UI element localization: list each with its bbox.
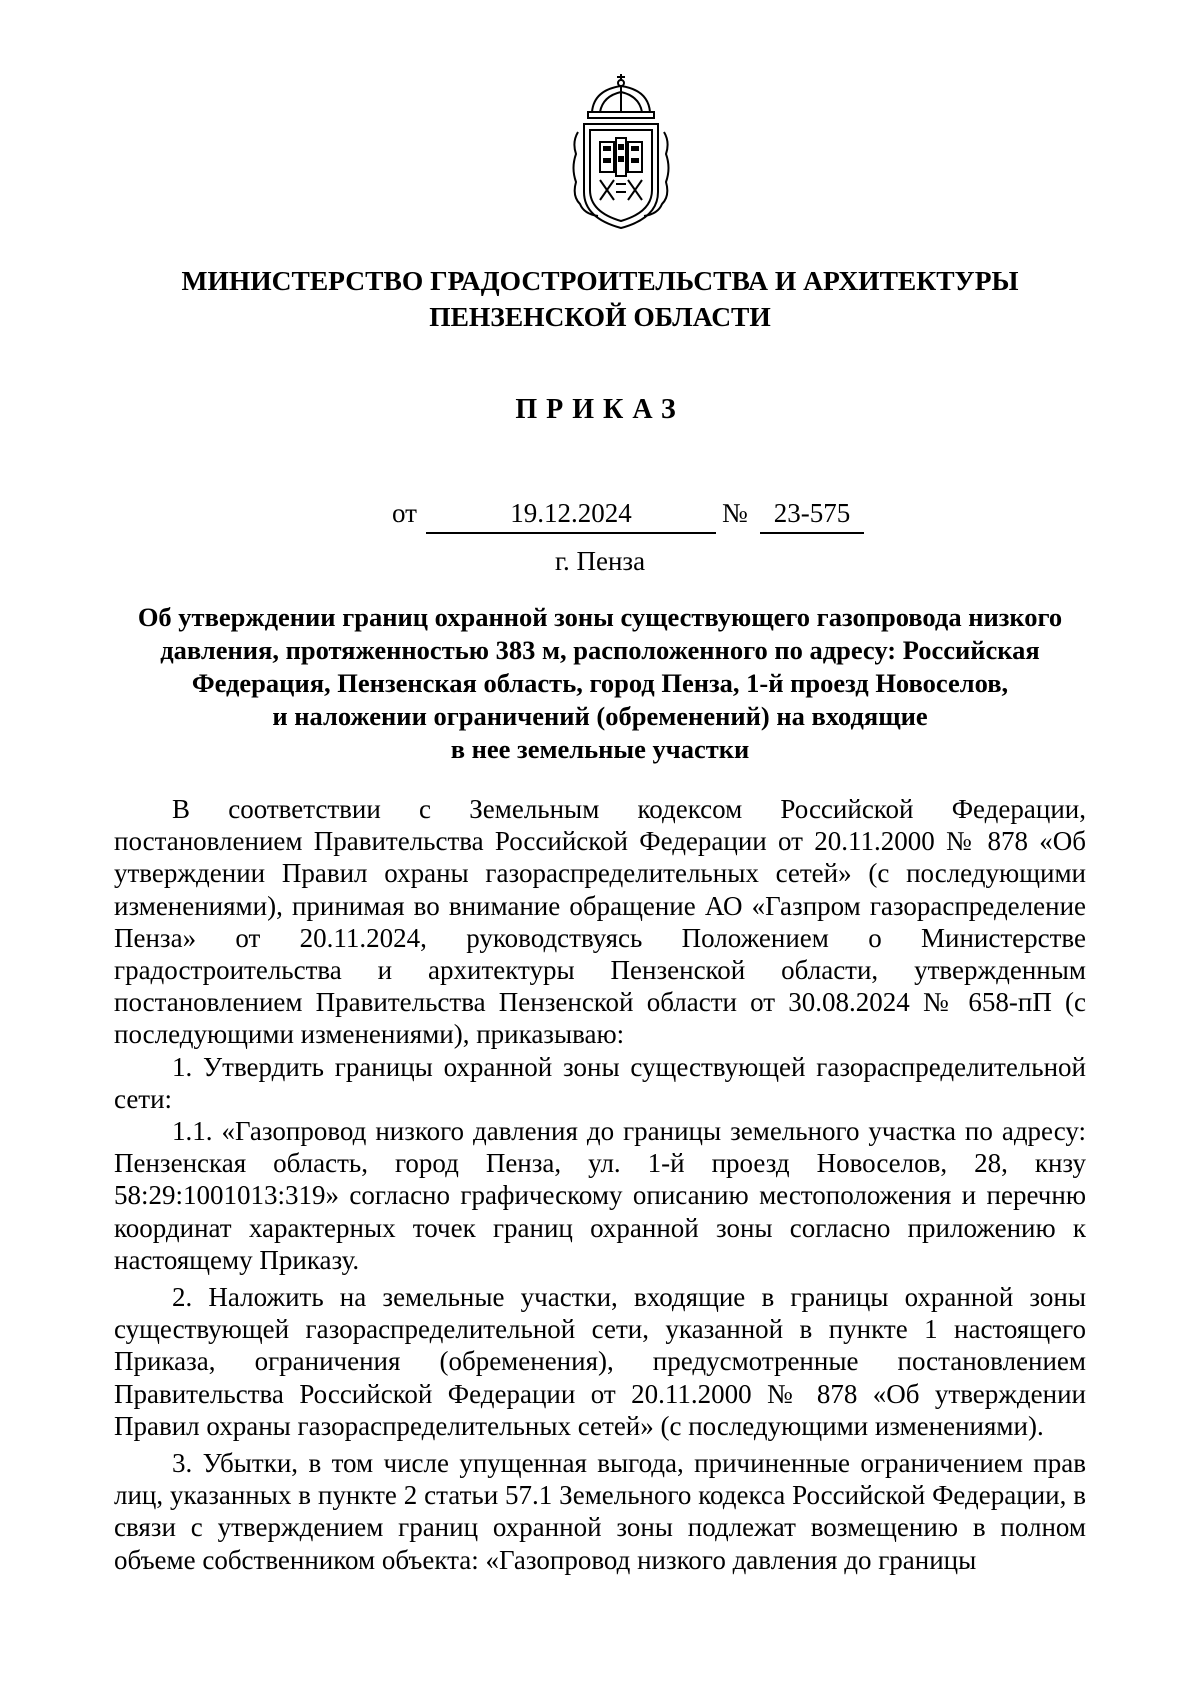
coat-of-arms-icon xyxy=(570,72,672,234)
subject-line-1: Об утверждении границ охранной зоны существующего газопровода низкого xyxy=(137,602,1063,632)
item-1-paragraph: 1. Утвердить границы охранной зоны существующей газораспределительной сети: xyxy=(114,1051,1086,1114)
ministry-line-2: ПЕНЗЕНСКОЙ ОБЛАСТИ xyxy=(429,301,771,332)
order-meta xyxy=(0,498,1200,538)
item-1-1-paragraph: 1.1. «Газопровод низкого давления до границы земельного участка по адресу: Пензенская область, город Пенза, ул. 1-й проезд Новоселов, 28, кнзу 58:29:1001013:319» согласно графическому описанию местоположения и перечню координат характерных точек границ охранной зоны согласно приложению к настоящему Приказу. xyxy=(114,1116,1086,1275)
item-3-paragraph: 3. Убытки, в том числе упущенная выгода, причиненные ограничением прав лиц, указанных в пункте 2 статьи 57.1 Земельного кодекса Российской Федерации, в связи с утверждением границ охранной зоны подлежат возмещению в полном объеме собственником объекта: «Газопровод низкого давления до границы xyxy=(114,1448,1086,1575)
subject-line-3: Федерация, Пензенская область, город Пенза, 1-й проезд Новоселов, xyxy=(191,668,1009,698)
order-number: 23-575 xyxy=(760,498,864,534)
order-date: 19.12.2024 xyxy=(426,498,716,534)
item-2-paragraph: 2. Наложить на земельные участки, входящие в границы охранной зоны существующей газораспределительной сети, указанной в пункте 1 настоящего Приказа, ограничения (обременения), предусмотренные постановлением Правительства Российской Федерации от 20.11.2000 № 878 «Об утверждении Правил охраны газораспределительных сетей» (с последующими изменениями). xyxy=(114,1282,1086,1441)
number-label: № xyxy=(722,498,748,528)
ministry-name xyxy=(0,263,1200,335)
subject-line-2: давления, протяженностью 383 м, расположенного по адресу: Российская xyxy=(160,635,1040,665)
subject-line-4: и наложении ограничений (обременений) на входящие xyxy=(272,701,928,731)
order-body xyxy=(114,793,1086,1576)
order-title: ПРИКАЗ xyxy=(515,394,685,425)
order-city: г. Пенза xyxy=(554,546,646,576)
date-label: от xyxy=(392,498,417,528)
order-subject xyxy=(100,601,1100,766)
preamble-paragraph: В соответствии с Земельным кодексом Российской Федерации, постановлением Правительства Российской Федерации от 20.11.2000 № 878 «Об утверждении Правил охраны газораспределительных сетей» (с последующими изменениями), принимая во внимание обращение АО «Газпром газораспределение Пенза» от 20.11.2024, руководствуясь Положением о Министерстве градостроительства и архитектуры Пензенской области, утвержденным постановлением Правительства Пензенской области от 30.08.2024 № 658-пП (с последующими изменениями), приказываю: xyxy=(114,794,1086,1050)
subject-line-5: в нее земельные участки xyxy=(450,734,750,764)
ministry-line-1: МИНИСТЕРСТВО ГРАДОСТРОИТЕЛЬСТВА И АРХИТЕКТУРЫ xyxy=(181,265,1019,296)
